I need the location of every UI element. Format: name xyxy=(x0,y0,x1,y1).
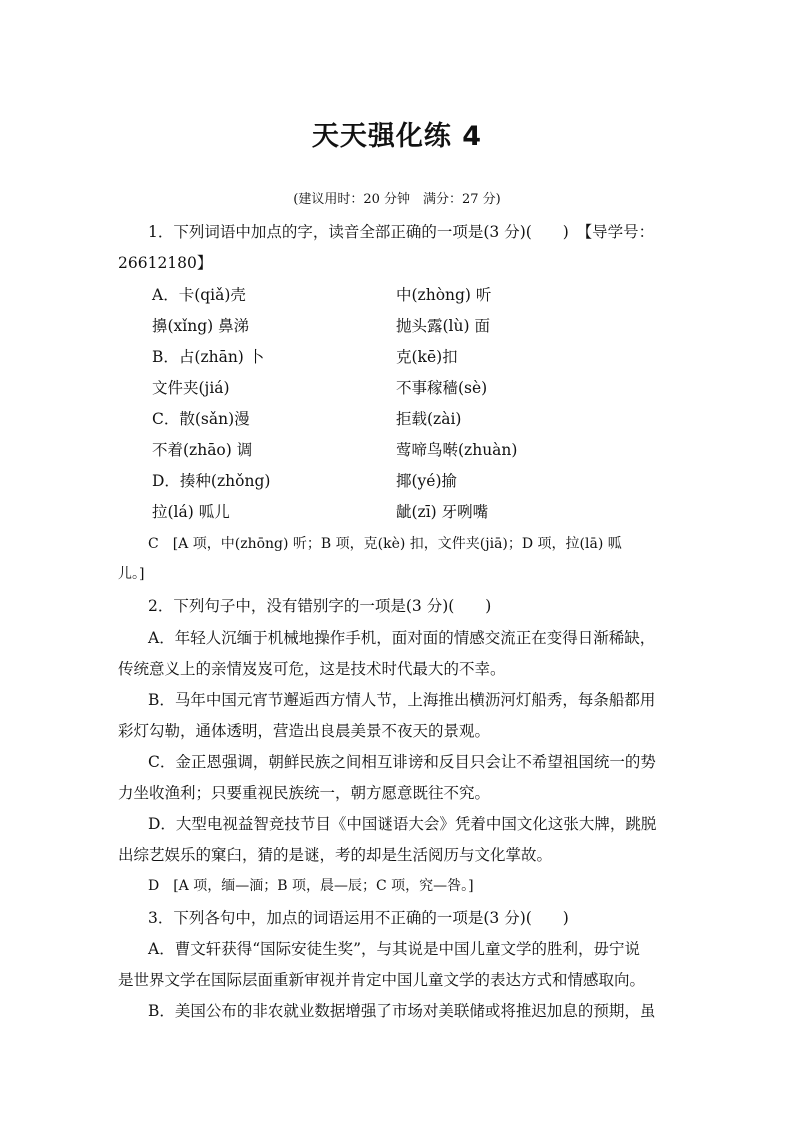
time-score-note: (建议用时：20 分钟 满分：27 分) xyxy=(293,192,501,207)
q1-stem-line1: 1．下列词语中加点的字，读音全部正确的一项是(3 分)( ) 【导学号： xyxy=(148,223,655,241)
q1-option-cell: B．占(zhān) 卜 xyxy=(152,348,265,366)
q2-stem: 2．下列句子中，没有错别字的一项是(3 分)( ) xyxy=(148,597,492,615)
q2-option-d-line2: 出综艺娱乐的窠臼，猜的是谜，考的却是生活阅历与文化掌故。 xyxy=(118,846,553,864)
q1-option-cell: 克(kē)扣 xyxy=(396,348,458,366)
q1-option-cell: A．卡(qiǎ)壳 xyxy=(152,286,246,304)
q2-option-b-line1: B．马年中国元宵节邂逅西方情人节，上海推出横沥河灯船秀，每条船都用 xyxy=(148,691,656,709)
q1-option-cell: 不着(zhāo) 调 xyxy=(152,441,253,459)
q2-option-a-line1: A．年轻人沉缅于机械地操作手机，面对面的情感交流正在变得日渐稀缺， xyxy=(148,629,656,647)
q1-option-cell: 拒载(zài) xyxy=(396,410,462,428)
q1-option-cell: 中(zhòng) 听 xyxy=(396,286,492,304)
q1-option-cell: C．散(sǎn)漫 xyxy=(152,410,250,428)
q1-answer-line2: 儿。] xyxy=(118,566,145,582)
q2-option-c-line1: C．金正恩强调，朝鲜民族之间相互诽谤和反目只会让不希望祖国统一的势 xyxy=(148,753,656,771)
q2-option-a-line2: 传统意义上的亲情岌岌可危，这是技术时代最大的不幸。 xyxy=(118,660,506,678)
q1-option-cell: 文件夹(jiá) xyxy=(152,379,230,397)
q1-option-cell: 抛头露(lù) 面 xyxy=(396,317,490,335)
q2-option-b-line2: 彩灯勾勒，通体透明，营造出良晨美景不夜天的景观。 xyxy=(118,722,491,740)
q1-answer-line1: C [A 项，中(zhōng) 听；B 项，克(kè) 扣，文件夹(jiā)；D 项，拉(lā) 呱 xyxy=(148,536,622,552)
q3-stem: 3．下列各句中，加点的词语运用不正确的一项是(3 分)( ) xyxy=(148,909,569,927)
q3-option-a-line2: 是世界文学在国际层面重新审视并肯定中国儿童文学的表达方式和情感取向。 xyxy=(118,971,646,989)
q1-stem-line2: 26612180】 xyxy=(118,254,213,272)
q1-option-cell: D．揍种(zhǒng) xyxy=(152,472,271,490)
q3-option-a-line1: A．曹文轩获得“国际安徒生奖”，与其说是中国儿童文学的胜利，毋宁说 xyxy=(148,940,641,958)
q1-option-cell: 不事稼穑(sè) xyxy=(396,379,488,397)
q1-option-cell: 擤(xǐng) 鼻涕 xyxy=(152,317,250,335)
q2-option-c-line2: 力坐收渔利；只要重视民族统一，朝方愿意既往不究。 xyxy=(118,784,491,802)
q1-option-cell: 龇(zī) 牙咧嘴 xyxy=(396,503,489,521)
q3-option-b-line1: B．美国公布的非农就业数据增强了市场对美联储或将推迟加息的预期，虽 xyxy=(148,1002,656,1020)
q1-option-cell: 莺啼鸟啭(zhuàn) xyxy=(396,441,518,459)
q1-option-cell: 拉(lá) 呱儿 xyxy=(152,503,230,521)
q2-answer: D [A 项，缅—湎；B 项，晨—辰；C 项，究—咎。] xyxy=(148,878,474,894)
page-title: 天天强化练 4 xyxy=(311,121,483,152)
q2-option-d-line1: D．大型电视益智竞技节目《中国谜语大会》凭着中国文化这张大牌，跳脱 xyxy=(148,815,657,833)
q1-option-cell: 揶(yé)揄 xyxy=(396,472,458,490)
